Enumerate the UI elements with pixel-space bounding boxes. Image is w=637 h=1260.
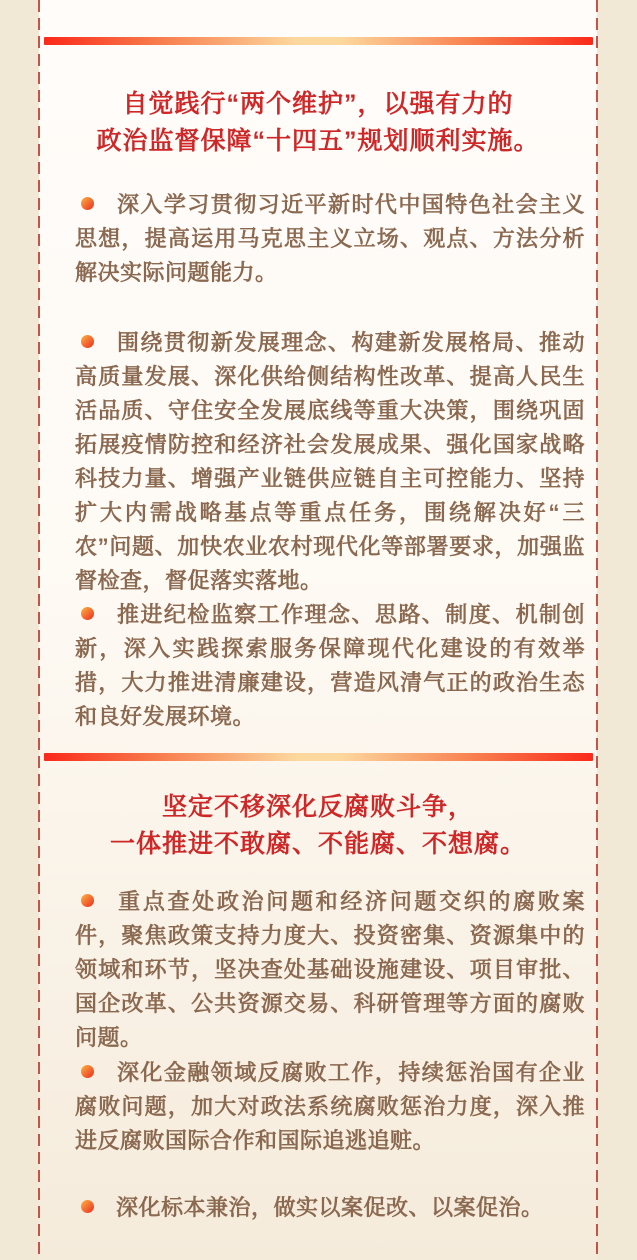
bullet-text: 深化标本兼治，做实以案促改、以案促治。 [116,1195,544,1220]
section-2-heading-line-1: 坚定不移深化反腐败斗争， [161,793,474,821]
section-2-heading [39,789,597,863]
bullet-paragraph [75,1191,585,1225]
bullet-dot-icon [81,1200,94,1213]
section-divider-bar [44,37,593,45]
bullet-dot-icon [81,894,94,907]
bullet-paragraph [75,326,585,598]
bullet-paragraph [75,885,585,1055]
left-dashed-border [38,0,40,1260]
bullet-paragraph [75,1056,585,1158]
bullet-dot-icon [81,335,94,348]
bullet-text: 推进纪检监察工作理念、思路、制度、机制创新，深入实践探索服务保障现代化建设的有效举措，大力推进清廉建设，营造风清气正的政治生态和良好发展环境。 [75,602,585,729]
bullet-paragraph [75,598,585,734]
section-1-heading-line-1: 自觉践行“两个维护”，以强有力的 [122,90,514,118]
bullet-paragraph [75,188,585,290]
content-panel [39,0,597,1260]
bullet-text: 深入学习贯彻习近平新时代中国特色社会主义思想，提高运用马克思主义立场、观点、方法分析解决实际问题能力。 [75,192,585,285]
right-dashed-border [596,0,598,1260]
bullet-text: 深化金融领域反腐败工作，持续惩治国有企业腐败问题，加大对政法系统腐败惩治力度，深入推进反腐败国际合作和国际追逃追赃。 [75,1060,585,1153]
section-2-heading-line-2: 一体推进不敢腐、不能腐、不想腐。 [109,830,526,858]
bullet-dot-icon [81,1065,94,1078]
section-1-heading [39,86,597,160]
bullet-text: 围绕贯彻新发展理念、构建新发展格局、推动高质量发展、深化供给侧结构性改革、提高人民生活品质、守住安全发展底线等重大决策，围绕巩固拓展疫情防控和经济社会发展成果、强化国家战略科技力量、增强产业链供应链自主可控能力、坚持扩大内需战略基点等重点任务，围绕解决好“三农”问题、加快农业农村现代化等部署要求，加强监督检查，督促落实落地。 [75,330,585,593]
bullet-dot-icon [81,197,94,210]
bullet-dot-icon [81,607,94,620]
bullet-text: 重点查处政治问题和经济问题交织的腐败案件，聚焦政策支持力度大、投资密集、资源集中的领域和环节，坚决查处基础设施建设、项目审批、国企改革、公共资源交易、科研管理等方面的腐败问题。 [75,889,585,1050]
section-1-heading-line-2: 政治监督保障“十四五”规划顺利实施。 [96,127,540,155]
section-divider-bar [44,753,593,761]
